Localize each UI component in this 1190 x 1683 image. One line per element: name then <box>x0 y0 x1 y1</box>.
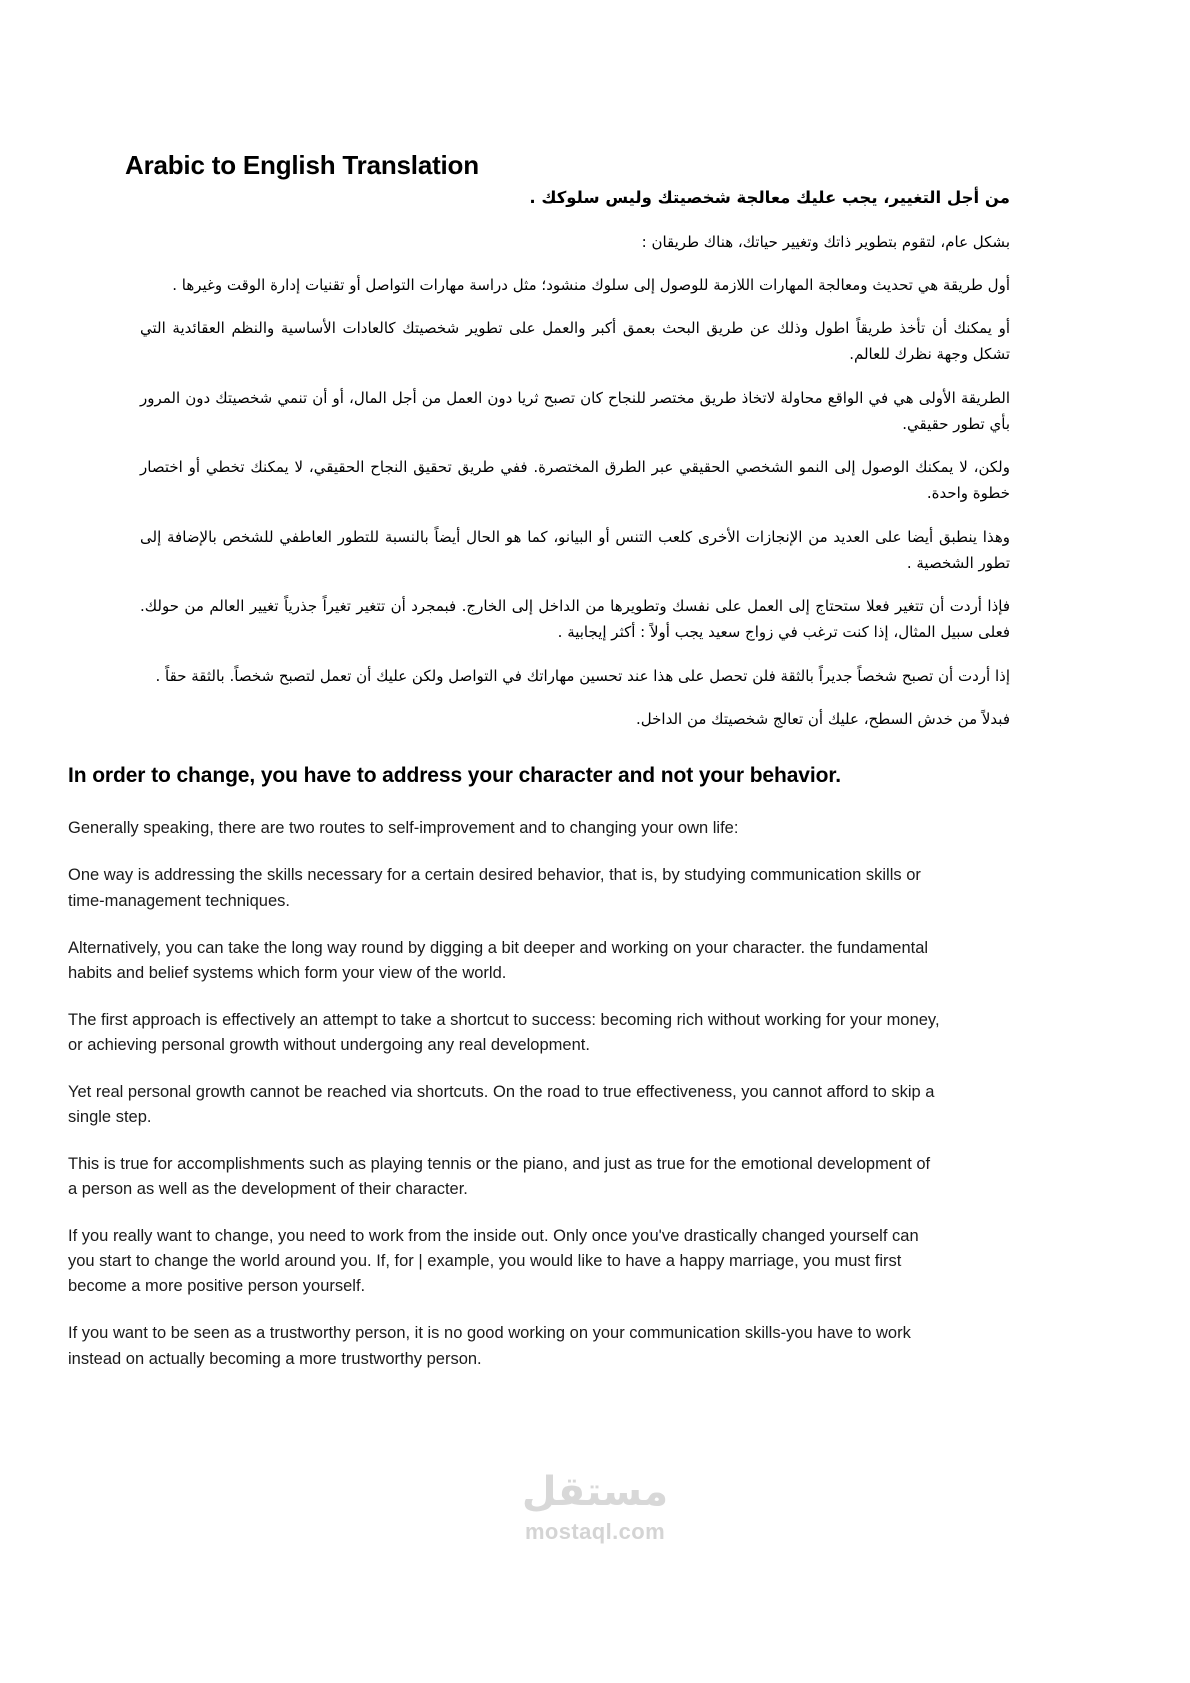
mostaql-watermark <box>0 1469 1190 1544</box>
arabic-paragraph: ولكن، لا يمكنك الوصول إلى النمو الشخصي الحقيقي عبر الطرق المختصرة. ففي طريق تحقيق النجاح الحقيقي، لا يمكنك تخطي أو اختصار خطوة واحدة. <box>140 458 1010 503</box>
english-paragraph: If you really want to change, you need to work from the inside out. Only once you've drastically changed yourself can you start to change the world around you. If, for | example, you would like to have a happy marriage, you must first become a more positive person yourself. <box>68 1227 919 1296</box>
english-paragraph: If you want to be seen as a trustworthy person, it is no good working on your communication skills-you have to work instead on actually becoming a more trustworthy person. <box>68 1324 911 1368</box>
english-paragraph: Alternatively, you can take the long way round by digging a bit deeper and working on your character. the fundamental habits and belief systems which form your view of the world. <box>68 938 929 982</box>
arabic-heading: من أجل التغيير، يجب عليك معالجة شخصيتك وليس سلوكك . <box>529 188 1010 207</box>
mostaql-logo-url: mostaql.com <box>524 1519 666 1544</box>
arabic-section <box>140 185 1010 732</box>
english-section <box>68 762 940 1372</box>
english-paragraph: One way is addressing the skills necessary for a certain desired behavior, that is, by studying communication skills or time-management techniques. <box>68 866 921 910</box>
arabic-paragraph: بشكل عام، لتقوم بتطوير ذاتك وتغيير حياتك، هناك طريقان : <box>641 232 1010 251</box>
english-paragraph: The first approach is effectively an attempt to take a shortcut to success: becoming rich without working for your money, or achieving personal growth without undergoing any real development. <box>68 1010 940 1054</box>
arabic-paragraph: فإذا أردت أن تتغير فعلا ستحتاج إلى العمل على نفسك وتطويرها من الداخل إلى الخارج. فبمجرد أن تتغير تغيراً جذرياً تغيير العالم من حولك. فعلى سبيل المثال، إذا كنت ترغب في زواج سعيد يجب أولاً : أكثر إيجابية . <box>140 597 1010 642</box>
arabic-paragraph: فبدلاً من خدش السطح، عليك أن تعالج شخصيتك من الداخل. <box>636 709 1010 728</box>
arabic-paragraph: أول طريقة هي تحديث ومعالجة المهارات اللازمة للوصول إلى سلوك منشود؛ مثل دراسة مهارات التواصل أو تقنيات إدارة الوقت وغيرها . <box>172 275 1010 294</box>
english-paragraph: Generally speaking, there are two routes to self-improvement and to changing your own life: <box>68 819 739 838</box>
english-paragraph: Yet real personal growth cannot be reached via shortcuts. On the road to true effectiveness, you cannot afford to skip a single step. <box>68 1082 935 1126</box>
page-title: Arabic to English Translation <box>125 150 479 181</box>
english-heading: In order to change, you have to address your character and not your behavior. <box>68 764 841 787</box>
english-paragraph: This is true for accomplishments such as playing tennis or the piano, and just as true for the emotional development of a person as well as the development of their character. <box>68 1155 931 1199</box>
arabic-paragraph: أو يمكنك أن تأخذ طريقاً اطول وذلك عن طريق البحث بعمق أكبر والعمل على تطوير شخصيتك كالعادات الأساسية والنظم العقائدية التي تشكل وجهة نظرك للعالم. <box>140 319 1010 364</box>
arabic-paragraph: إذا أردت أن تصبح شخصاً جديراً بالثقة فلن تحصل على هذا عند تحسين مهاراتك في التواصل ولكن عليك أن تعمل لتصبح شخصاً. بالثقة حقاً . <box>155 666 1010 685</box>
arabic-paragraph: وهذا ينطبق أيضا على العديد من الإنجازات الأخرى كلعب التنس أو البيانو، كما هو الحال أيضاً بالنسبة للتطور العاطفي للشخص بالإضافة إلى تطور الشخصية . <box>140 527 1010 572</box>
mostaql-logo-arabic: مستقل <box>521 1469 669 1515</box>
arabic-paragraph: الطريقة الأولى هي في الواقع محاولة لاتخاذ طريق مختصر للنجاح كان تصبح ثريا دون العمل من أجل المال، أو أن تنمي شخصيتك دون المرور بأي تطور حقيقي. <box>140 388 1010 433</box>
